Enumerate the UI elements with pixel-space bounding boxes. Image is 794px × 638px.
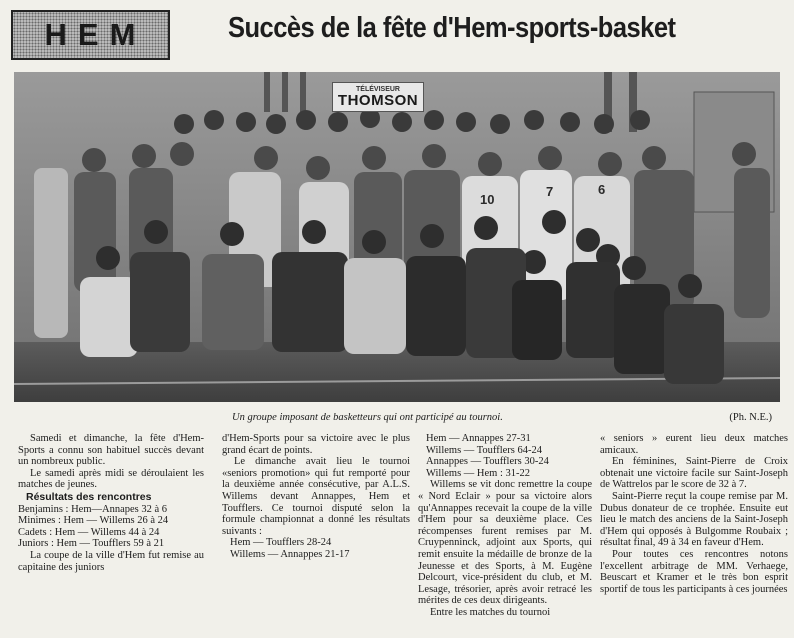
- paragraph: Le samedi après midi se déroulaient les matches de jeunes.: [18, 467, 204, 491]
- article-column-1: [18, 433, 204, 573]
- paragraph: En féminines, Saint-Pierre de Croix obtenait une victoire facile sur Saint-Joseph de Wattrelos par le score de 32 à 7.: [600, 456, 788, 491]
- section-tag: HEM: [44, 17, 147, 52]
- paragraph: Entre les matches du tournoi: [430, 606, 551, 618]
- jersey-number: 7: [546, 184, 554, 199]
- section-tag-box: [11, 10, 170, 60]
- paragraph: Willems se vit donc remettre la coupe « Nord Eclair » pour sa victoire alors qu'Annappes recevait la coupe de la ville d'Hem pour sa deuxième place. Ces récompenses furent remises par M. Cruypenninck, adjoint aux Sports, qui remit ensuite la médaille de bronze de la Jeunesse et des Sports, à M. Eugène Delcourt, vice-président du club, et M. Lesage, trésorier, après avoir retracé les mérites de ces deux dirigeants.: [418, 479, 592, 607]
- paragraph: d'Hem-Sports pour sa victoire avec le plus grand écart de points.: [222, 433, 410, 456]
- result-line: Juniors : Hem — Toufflers 59 à 21: [18, 538, 165, 550]
- article-column-4: [600, 433, 788, 595]
- paragraph: Le dimanche avait lieu le tournoi «seniors promotion» qui fut remporté pour la deuxième année consécutive, par A.L.S. Willems devant Annappes, Hem et Toufflers. Ce tournoi disputé selon la formule championnat a donné les résultats suivants :: [222, 456, 410, 537]
- photo-caption-row: [14, 412, 780, 428]
- result-line: Hem — Toufflers 28-24: [230, 537, 332, 549]
- paragraph: La coupe de la ville d'Hem fut remise au capitaine des juniors: [18, 549, 204, 573]
- jersey-number: 6: [598, 182, 606, 197]
- jersey-number: 10: [480, 192, 495, 207]
- team-photo: [14, 72, 780, 402]
- sponsor-sign-line2: THOMSON: [337, 92, 419, 109]
- result-line: Cadets : Hem — Willems 44 à 24: [18, 526, 160, 538]
- photo-caption: Un groupe imposant de basketteurs qui ont participé au tournoi.: [232, 412, 503, 423]
- paragraph: Samedi et dimanche, la fête d'Hem-Sports a connu son habituel succès devant un nombreux public.: [18, 433, 204, 468]
- article-column-3: [418, 433, 592, 619]
- result-line: Minimes : Hem — Willems 26 à 24: [18, 515, 169, 527]
- headline: Succès de la fête d'Hem-sports-basket: [228, 12, 676, 44]
- result-line: Benjamins : Hem—Annapes 32 à 6: [18, 503, 168, 515]
- article-column-2: [222, 433, 410, 561]
- paragraph: Pour toutes ces rencontres notons l'excellent arbitrage de MM. Verhaege, Beuscart et Kramer et le très bon esprit sportif de tous les participants à ces journées: [600, 548, 788, 595]
- team-photo-illustration: [14, 72, 780, 402]
- photo-credit: (Ph. N.E.): [729, 412, 772, 423]
- result-line: Hem — Annappes 27-31: [426, 433, 531, 444]
- result-line: Willems — Toufflers 64-24: [426, 444, 542, 456]
- result-line: Willems — Annappes 21-17: [230, 548, 350, 560]
- result-line: Willems — Hem : 31-22: [426, 467, 530, 479]
- paragraph: « seniors » eurent lieu deux matches amicaux.: [600, 433, 788, 456]
- paragraph: Saint-Pierre reçut la coupe remise par M. Dubus donateur de ce trophée. Ensuite eut lieu le match des anciens de la Saint-Joseph d'Hem qui opposés à Bulgomme Roubaix ; résultat final, 49 à 34 en faveur d'Hem.: [600, 490, 788, 549]
- results-subheading: Résultats des rencontres: [26, 490, 152, 503]
- result-line: Annappes — Toufflers 30-24: [426, 456, 549, 468]
- sponsor-sign: [332, 82, 424, 112]
- sponsor-sign-line1: TÉLÉVISEUR: [356, 86, 400, 93]
